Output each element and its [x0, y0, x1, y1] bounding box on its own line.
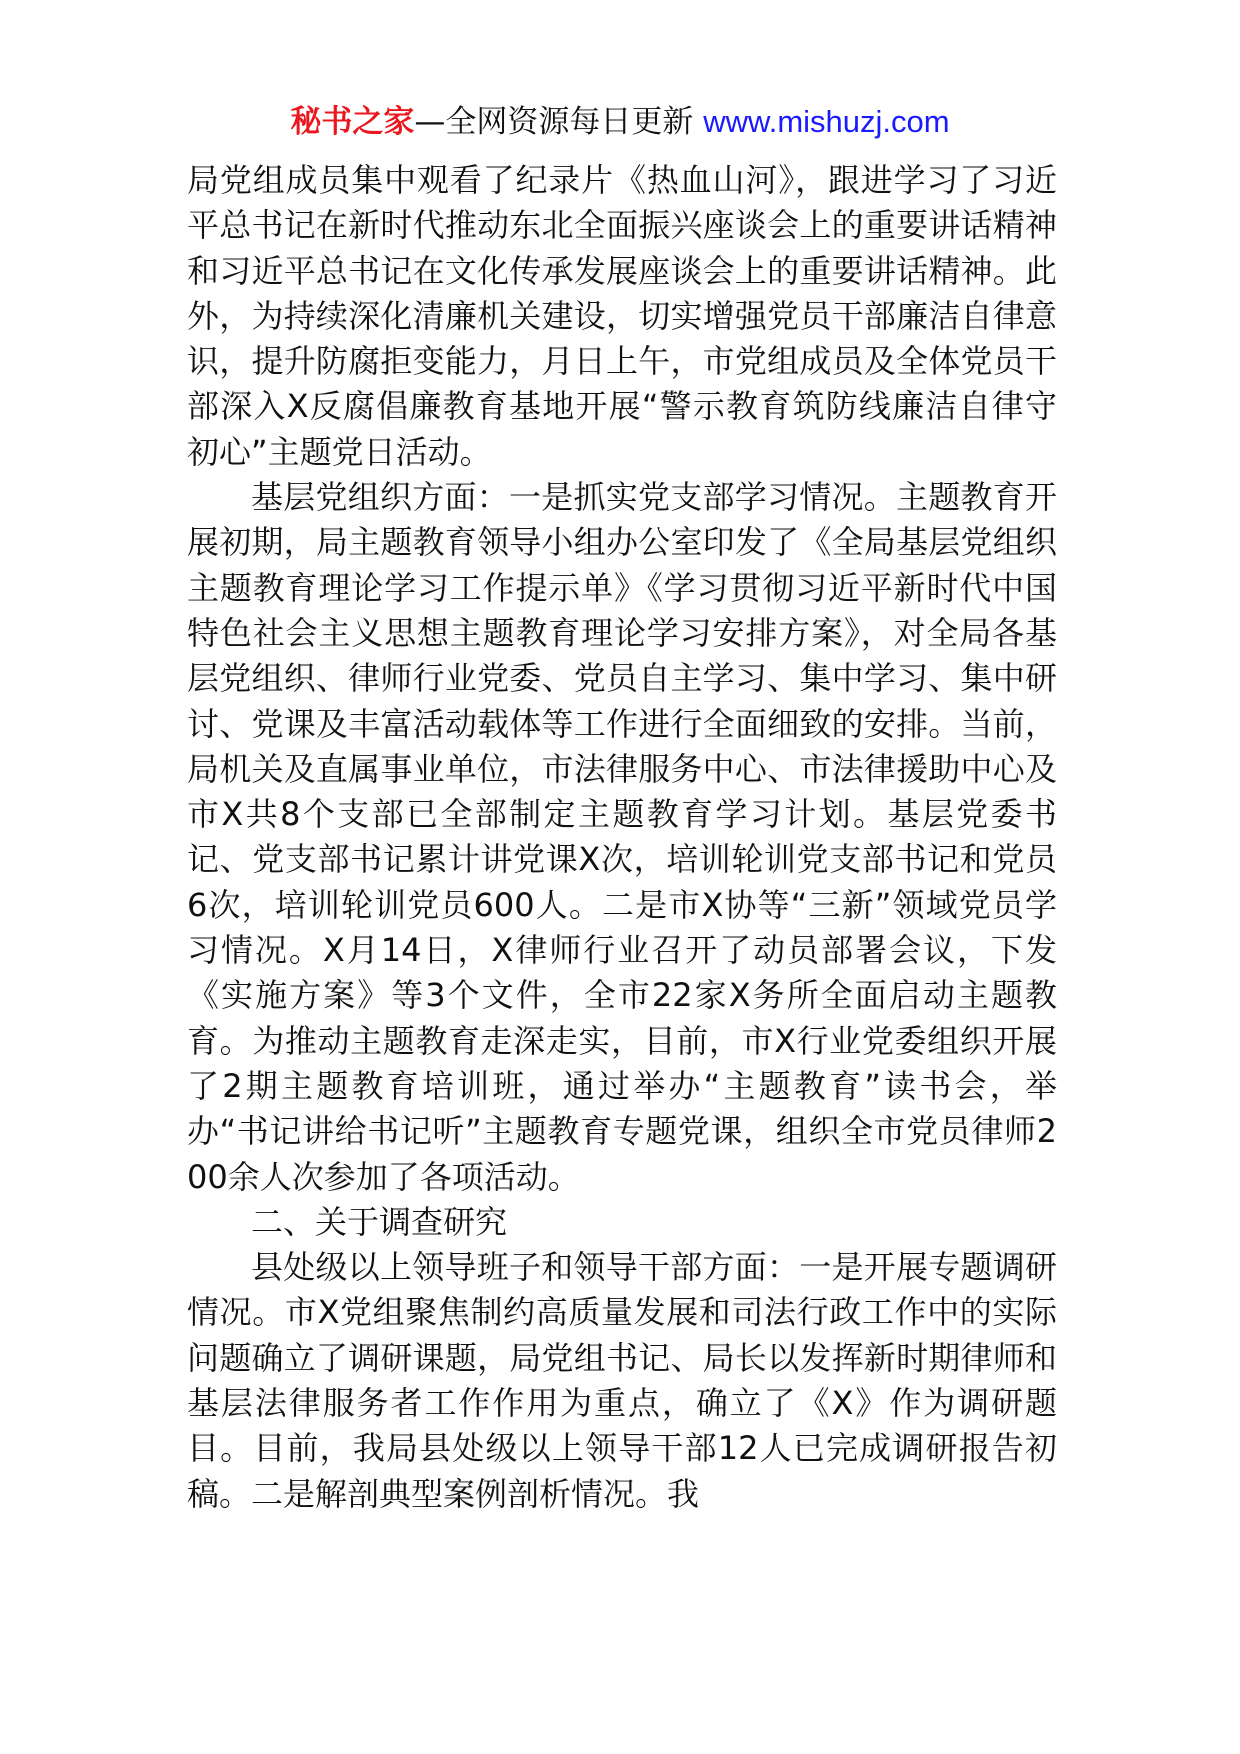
website-link[interactable]: www.mishuzj.com	[703, 104, 950, 139]
section-heading: 二、关于调查研究	[251, 1202, 508, 1241]
page-header	[0, 100, 1240, 144]
brand-name: 秘书之家	[290, 104, 415, 140]
paragraph: 局党组成员集中观看了纪录片《热血山河》，跟进学习了习近平总书记在新时代推动东北全面振兴座谈会上的重要讲话精神和习近平总书记在文化传承发展座谈会上的重要讲话精神。此外，为持续深化清廉机关建设，切实增强党员干部廉洁自律意识，提升防腐拒变能力，月日上午，市党组成员及全体党员干部深入X反腐倡廉教育基地开展“警示教育筑防线廉洁自律守初心”主题党日活动。	[187, 161, 1057, 471]
paragraph: 县处级以上领导班子和领导干部方面：一是开展专题调研情况。市X党组聚焦制约高质量发展和司法行政工作中的实际问题确立了调研课题，局党组书记、局长以发挥新时期律师和基层法律服务者工作作用为重点，确立了《X》作为调研题目。目前，我局县处级以上领导干部12人已完成调研报告初稿。二是解剖典型案例剖析情况。我	[187, 1248, 1057, 1513]
header-tagline: —全网资源每日更新	[414, 104, 704, 140]
document-body	[187, 158, 1057, 1517]
paragraph: 基层党组织方面：一是抓实党支部学习情况。主题教育开展初期，局主题教育领导小组办公室印发了《全局基层党组织主题教育理论学习工作提示单》《学习贯彻习近平新时代中国特色社会主义思想主题教育理论学习安排方案》，对全局各基层党组织、律师行业党委、党员自主学习、集中学习、集中研讨、党课及丰富活动载体等工作进行全面细致的安排。当前，局机关及直属事业单位，市法律服务中心、市法律援助中心及市X共8个支部已全部制定主题教育学习计划。基层党委书记、党支部书记累计讲党课X次，培训轮训党支部书记和党员6次，培训轮训党员600人。二是市X协等“三新”领域党员学习情况。X月14日，X律师行业召开了动员部署会议，下发《实施方案》等3个文件，全市22家X务所全面启动主题教育。为推动主题教育走深走实，目前，市X行业党委组织开展了2期主题教育培训班，通过举办“主题教育”读书会，举办“书记讲给书记听”主题教育专题党课，组织全市党员律师200余人次参加了各项活动。	[187, 478, 1057, 1196]
